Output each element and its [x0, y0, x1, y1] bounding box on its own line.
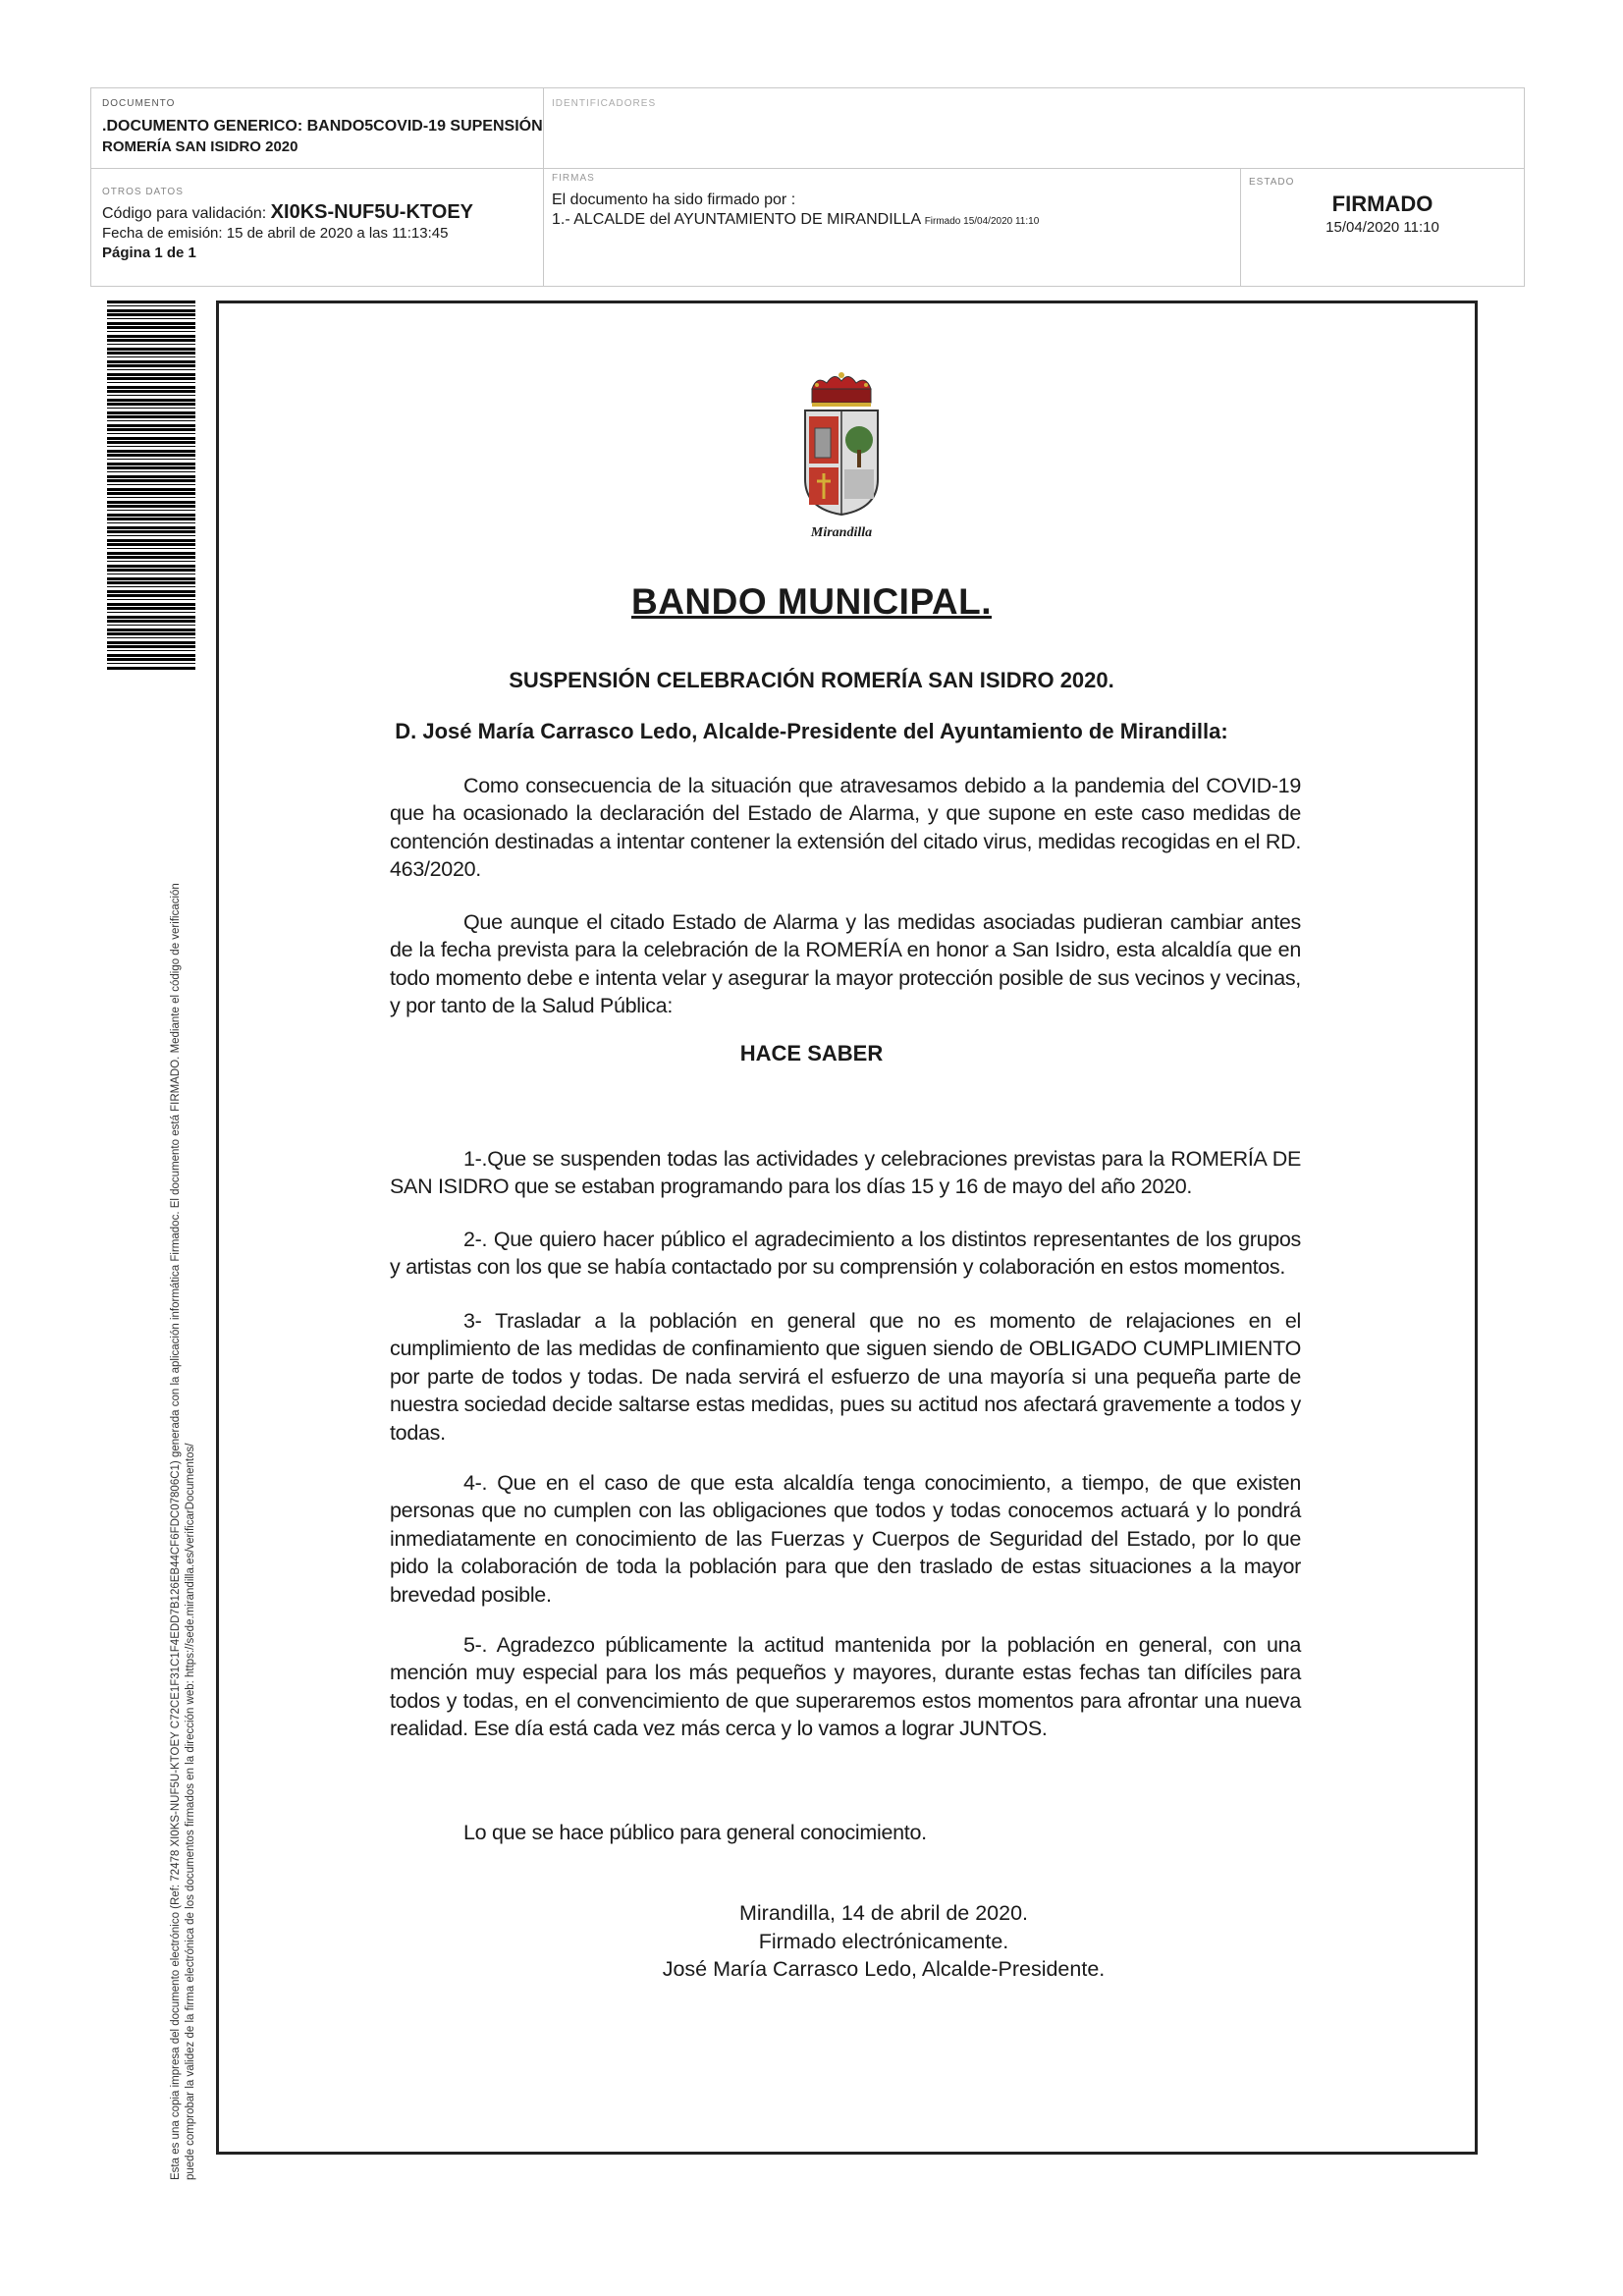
- signature-block: [589, 1899, 1178, 1984]
- side-text-line1: Esta es una copia impresa del documento electrónico (Ref: 72478 XI0KS-NUF5U-KTOEY C72CE1F31C1F4EDD7B126EB44CF6FDC07806C1) generada con la aplicación informática Firmadoc. El documento está FIRMADO. Mediante el código de verificación: [170, 883, 182, 2180]
- documento-line2: ROMERÍA SAN ISIDRO 2020: [102, 138, 298, 155]
- hace-saber-heading: HACE SABER: [739, 1041, 884, 1066]
- estado-value: FIRMADO: [1331, 191, 1434, 216]
- identificadores-label: IDENTIFICADORES: [552, 98, 657, 109]
- point-2: 2-. Que quiero hacer público el agradecimiento a los distintos representantes de los grupos y artistas con los que se había contactado por su comprensión y colaboración en estos momentos.: [390, 1228, 1301, 1280]
- point-5: 5-. Agradezco públicamente la actitud mantenida por la población en general, con una mención muy especial para los más pequeños y mayores, durante estas fechas tan difíciles para todos y todas, en el convencimiento de que superaremos estos momentos para afrontar una nueva realidad. Ese día está cada vez más cerca y lo vamos a lograr JUNTOS.: [390, 1633, 1301, 1741]
- side-verification-text: [169, 658, 198, 2180]
- author-line: D. José María Carrasco Ledo, Alcalde-Presidente del Ayuntamiento de Mirandilla:: [395, 719, 1228, 743]
- documento-line1: .DOCUMENTO GENERICO: BANDO5COVID-19 SUPENSIÓN: [102, 118, 543, 135]
- signature-name: José María Carrasco Ledo, Alcalde-Presidente.: [662, 1957, 1106, 1981]
- crest-caption: Mirandilla: [810, 525, 873, 540]
- firmas-label: FIRMAS: [552, 173, 595, 184]
- coat-of-arms-crest: [797, 371, 886, 540]
- estado-label: ESTADO: [1249, 177, 1295, 188]
- page-title: BANDO MUNICIPAL.: [630, 581, 992, 622]
- crest-icon: [797, 371, 886, 519]
- subtitle: SUSPENSIÓN CELEBRACIÓN ROMERÍA SAN ISIDRO 2020.: [509, 668, 1114, 692]
- pagina-indicator: Página 1 de 1: [102, 245, 196, 261]
- firmas-line1: El documento ha sido firmado por :: [552, 191, 796, 208]
- codigo-validacion: Código para validación: XI0KS-NUF5U-KTOEY: [102, 201, 473, 223]
- fecha-emision: Fecha de emisión: 15 de abril de 2020 a las 11:13:45: [102, 225, 449, 242]
- point-1: 1-.Que se suspenden todas las actividades y celebraciones previstas para la ROMERÍA DE SAN ISIDRO que se estaban programando para los días 15 y 16 de mayo del año 2020.: [390, 1147, 1301, 1199]
- estado-date: 15/04/2020 11:10: [1325, 219, 1439, 236]
- signature-method: Firmado electrónicamente.: [758, 1929, 1009, 1953]
- point-3: 3- Trasladar a la población en general que no es momento de relajaciones en el cumplimiento de las medidas de confinamiento que siguen siendo de OBLIGADO CUMPLIMIENTO por parte de todos y todas. De nada servirá el esfuerzo de una mayoría si una pequeña parte de nuestra sociedad decide saltarse estas medidas, pues su actitud nos afectará gravemente a todos y todas.: [390, 1309, 1301, 1445]
- signature-place-date: Mirandilla, 14 de abril de 2020.: [738, 1901, 1029, 1925]
- point-4: 4-. Que en el caso de que esta alcaldía tenga conocimiento, a tiempo, de que existen personas que no cumplen con las obligaciones que todos y todas conocemos actuará y lo pondrá inmediatamente en conocimiento de las Fuerzas y Cuerpos de Seguridad del Estado, por lo que pido la colaboración de toda la población para que den traslado de estas situaciones a la mayor brevedad posible.: [390, 1471, 1301, 1607]
- intro-paragraph-2: Que aunque el citado Estado de Alarma y las medidas asociadas pudieran cambiar antes de la fecha prevista para la celebración de la ROMERÍA en honor a San Isidro, esta alcaldía que en todo momento debe e intenta velar y asegurar la mayor protección posible de sus vecinos y vecinas, y por tanto de la Salud Pública:: [390, 910, 1301, 1018]
- intro-paragraph-1: Como consecuencia de la situación que atravesamos debido a la pandemia del COVID-19 que ha ocasionado la declaración del Estado de Alarma, y que supone en este caso medidas de contención destinadas a intentar contener la extensión del citado virus, medidas recogidas en el RD. 463/2020.: [390, 774, 1301, 882]
- firmas-line2: 1.- ALCALDE del AYUNTAMIENTO DE MIRANDILLA Firmado 15/04/2020 11:10: [552, 211, 1040, 228]
- documento-label: DOCUMENTO: [102, 98, 176, 109]
- side-text-line2: puede comprobar la validez de la firma electrónica de los documentos firmados en la dirección web: https://sede.mirandilla.es/verificarDocumentos/: [185, 1443, 196, 2180]
- header-identificadores-cell: [543, 87, 1525, 169]
- otros-datos-label: OTROS DATOS: [102, 187, 184, 197]
- closing-line: Lo que se hace público para general conocimiento.: [463, 1821, 927, 1844]
